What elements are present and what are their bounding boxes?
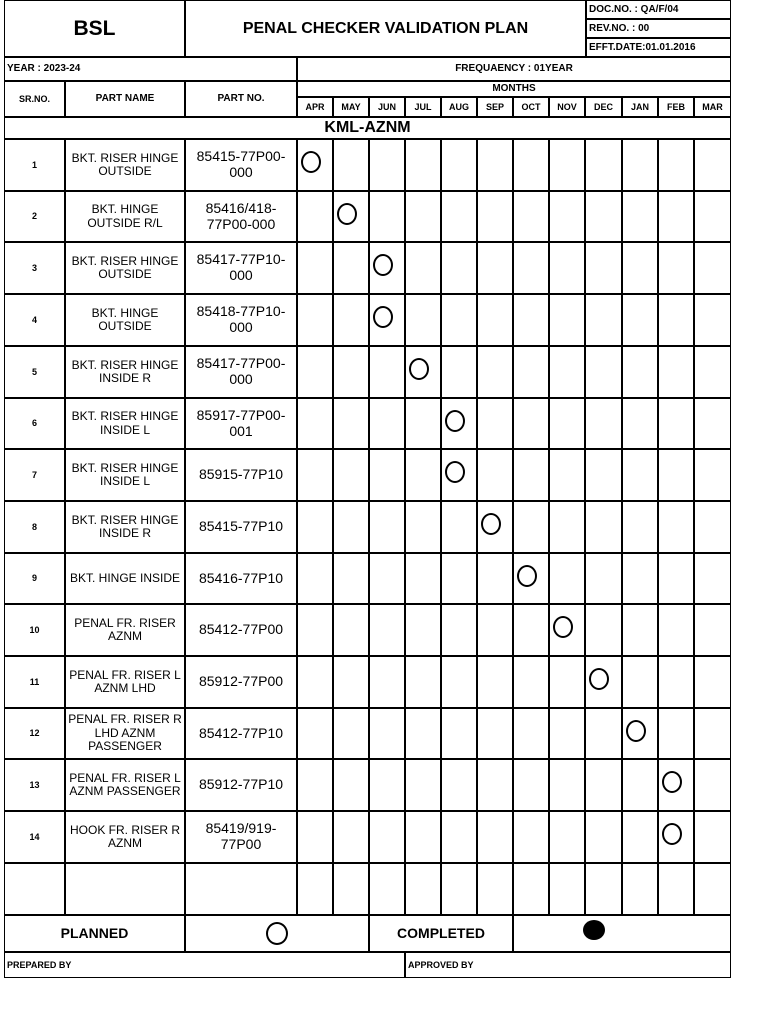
row-part-name: BKT. RISER HINGE OUTSIDE — [65, 242, 185, 294]
month-cell — [694, 294, 731, 346]
month-cell — [441, 708, 477, 759]
month-header-aug: AUG — [441, 97, 477, 117]
row-sr-no: 9 — [4, 553, 65, 604]
month-cell — [622, 191, 658, 242]
month-cell — [622, 398, 658, 449]
month-cell — [405, 863, 441, 915]
month-cell — [658, 863, 694, 915]
month-cell — [658, 139, 694, 191]
month-cell — [694, 449, 731, 501]
month-cell — [333, 346, 369, 398]
month-cell — [477, 656, 513, 708]
month-header-dec: DEC — [585, 97, 622, 117]
month-cell — [622, 811, 658, 863]
month-cell — [585, 708, 622, 759]
month-cell — [477, 294, 513, 346]
month-cell — [405, 604, 441, 656]
month-cell — [694, 242, 731, 294]
row-part-name: BKT. RISER HINGE INSIDE L — [65, 449, 185, 501]
month-cell — [333, 242, 369, 294]
month-cell — [369, 759, 405, 811]
month-cell — [297, 398, 333, 449]
month-cell — [549, 242, 585, 294]
month-cell — [333, 708, 369, 759]
month-cell — [585, 604, 622, 656]
month-cell — [585, 449, 622, 501]
month-cell — [441, 656, 477, 708]
month-cell — [513, 346, 549, 398]
month-cell — [441, 294, 477, 346]
planned-circle-icon — [517, 565, 537, 587]
row-sr-no: 13 — [4, 759, 65, 811]
month-cell — [369, 346, 405, 398]
month-cell — [441, 759, 477, 811]
month-cell — [585, 139, 622, 191]
month-cell — [658, 346, 694, 398]
row-part-name: BKT. RISER HINGE INSIDE R — [65, 346, 185, 398]
month-cell — [622, 656, 658, 708]
month-cell — [549, 501, 585, 553]
month-cell — [694, 708, 731, 759]
planned-circle-icon — [445, 410, 465, 432]
month-header-mar: MAR — [694, 97, 731, 117]
row-part-no: 85416/418-77P00-000 — [185, 191, 297, 242]
month-cell — [477, 191, 513, 242]
month-cell — [585, 346, 622, 398]
row-part-no: 85412-77P00 — [185, 604, 297, 656]
month-cell — [585, 294, 622, 346]
month-cell — [297, 553, 333, 604]
month-cell — [405, 139, 441, 191]
month-cell — [513, 759, 549, 811]
month-cell — [333, 863, 369, 915]
row-sr-no: 14 — [4, 811, 65, 863]
month-cell — [405, 811, 441, 863]
month-cell — [694, 501, 731, 553]
approved-by: APPROVED BY — [405, 952, 731, 978]
month-cell — [585, 398, 622, 449]
month-cell — [622, 604, 658, 656]
month-cell — [658, 708, 694, 759]
row-part-name: PENAL FR. RISER AZNM — [65, 604, 185, 656]
row-part-no: 85412-77P10 — [185, 708, 297, 759]
completed-label: COMPLETED — [369, 915, 513, 952]
month-cell — [441, 242, 477, 294]
effective-date: EFFT.DATE:01.01.2016 — [586, 38, 731, 57]
month-cell — [297, 191, 333, 242]
month-cell — [333, 553, 369, 604]
month-cell — [694, 191, 731, 242]
prepared-by: PREPARED BY — [4, 952, 405, 978]
row-part-name: BKT. RISER HINGE OUTSIDE — [65, 139, 185, 191]
month-cell — [333, 398, 369, 449]
empty-row-cell — [185, 863, 297, 915]
month-cell — [549, 656, 585, 708]
month-cell — [297, 604, 333, 656]
month-cell — [369, 553, 405, 604]
row-sr-no: 7 — [4, 449, 65, 501]
month-cell — [333, 139, 369, 191]
month-cell — [441, 811, 477, 863]
row-part-no: 85417-77P10-000 — [185, 242, 297, 294]
header-part-no: PART NO. — [185, 81, 297, 117]
month-cell — [333, 501, 369, 553]
month-cell — [405, 708, 441, 759]
row-sr-no: 6 — [4, 398, 65, 449]
row-part-no: 85915-77P10 — [185, 449, 297, 501]
month-cell — [694, 811, 731, 863]
planned-circle-icon — [373, 254, 393, 276]
month-cell — [369, 811, 405, 863]
row-part-no: 85418-77P10-000 — [185, 294, 297, 346]
planned-circle-icon — [373, 306, 393, 328]
month-cell — [694, 398, 731, 449]
month-cell — [405, 294, 441, 346]
month-cell — [297, 501, 333, 553]
month-cell — [513, 656, 549, 708]
row-part-name: BKT. RISER HINGE INSIDE R — [65, 501, 185, 553]
month-cell — [441, 863, 477, 915]
row-part-name: HOOK FR. RISER R AZNM — [65, 811, 185, 863]
month-cell — [513, 139, 549, 191]
month-cell — [405, 242, 441, 294]
month-cell — [549, 863, 585, 915]
month-cell — [441, 191, 477, 242]
month-cell — [297, 656, 333, 708]
month-cell — [297, 294, 333, 346]
month-cell — [369, 863, 405, 915]
month-cell — [297, 346, 333, 398]
month-cell — [477, 553, 513, 604]
row-part-name: BKT. HINGE OUTSIDE R/L — [65, 191, 185, 242]
month-cell — [658, 398, 694, 449]
month-cell — [297, 811, 333, 863]
month-cell — [694, 139, 731, 191]
month-cell — [513, 449, 549, 501]
month-cell — [658, 294, 694, 346]
month-cell — [369, 708, 405, 759]
month-cell — [369, 449, 405, 501]
month-header-jun: JUN — [369, 97, 405, 117]
month-cell — [369, 139, 405, 191]
month-cell — [405, 759, 441, 811]
month-cell — [405, 191, 441, 242]
row-sr-no: 8 — [4, 501, 65, 553]
month-cell — [405, 553, 441, 604]
row-sr-no: 3 — [4, 242, 65, 294]
month-cell — [622, 346, 658, 398]
month-cell — [694, 759, 731, 811]
month-cell — [513, 863, 549, 915]
month-cell — [441, 139, 477, 191]
header-part-name: PART NAME — [65, 81, 185, 117]
month-cell — [585, 553, 622, 604]
month-cell — [513, 811, 549, 863]
month-cell — [369, 191, 405, 242]
planned-circle-icon — [301, 151, 321, 173]
month-cell — [622, 863, 658, 915]
row-part-no: 85415-77P00-000 — [185, 139, 297, 191]
months-label: MONTHS — [297, 81, 731, 97]
month-cell — [513, 242, 549, 294]
month-cell — [477, 863, 513, 915]
month-cell — [658, 191, 694, 242]
row-part-no: 85419/919-77P00 — [185, 811, 297, 863]
planned-circle-icon — [445, 461, 465, 483]
month-cell — [549, 294, 585, 346]
row-part-no: 85917-77P00-001 — [185, 398, 297, 449]
month-cell — [513, 191, 549, 242]
row-part-name: PENAL FR. RISER L AZNM LHD — [65, 656, 185, 708]
month-cell — [694, 553, 731, 604]
month-cell — [513, 604, 549, 656]
month-cell — [658, 501, 694, 553]
month-cell — [658, 604, 694, 656]
row-sr-no: 10 — [4, 604, 65, 656]
document-title: PENAL CHECKER VALIDATION PLAN — [185, 0, 586, 57]
month-cell — [441, 346, 477, 398]
month-cell — [369, 398, 405, 449]
month-cell — [477, 449, 513, 501]
month-cell — [405, 501, 441, 553]
month-cell — [658, 449, 694, 501]
month-cell — [441, 553, 477, 604]
month-cell — [658, 242, 694, 294]
month-cell — [622, 553, 658, 604]
row-part-no: 85912-77P10 — [185, 759, 297, 811]
month-cell — [297, 708, 333, 759]
plan-year: YEAR : 2023-24 — [4, 57, 297, 81]
month-cell — [369, 501, 405, 553]
month-cell — [549, 708, 585, 759]
month-cell — [585, 501, 622, 553]
row-sr-no: 11 — [4, 656, 65, 708]
month-cell — [585, 242, 622, 294]
planned-circle-icon — [266, 922, 288, 945]
month-cell — [405, 449, 441, 501]
month-cell — [333, 759, 369, 811]
row-sr-no: 4 — [4, 294, 65, 346]
month-cell — [549, 449, 585, 501]
header-sr-no: SR.NO. — [4, 81, 65, 117]
row-sr-no: 2 — [4, 191, 65, 242]
month-cell — [585, 811, 622, 863]
month-cell — [549, 398, 585, 449]
month-cell — [513, 398, 549, 449]
row-part-name: BKT. RISER HINGE INSIDE L — [65, 398, 185, 449]
planned-circle-icon — [409, 358, 429, 380]
planned-circle-icon — [662, 771, 682, 793]
month-cell — [441, 501, 477, 553]
month-cell — [549, 553, 585, 604]
month-header-jul: JUL — [405, 97, 441, 117]
planned-circle-icon — [662, 823, 682, 845]
month-header-may: MAY — [333, 97, 369, 117]
month-cell — [333, 811, 369, 863]
row-part-name: PENAL FR. RISER L AZNM PASSENGER — [65, 759, 185, 811]
month-cell — [477, 242, 513, 294]
row-part-no: 85417-77P00-000 — [185, 346, 297, 398]
month-header-feb: FEB — [658, 97, 694, 117]
month-cell — [622, 294, 658, 346]
month-cell — [658, 553, 694, 604]
planned-circle-icon — [626, 720, 646, 742]
doc-number: DOC.NO. : QA/F/04 — [586, 0, 731, 19]
month-header-apr: APR — [297, 97, 333, 117]
planned-circle-icon — [589, 668, 609, 690]
month-cell — [369, 604, 405, 656]
row-part-name: BKT. HINGE INSIDE — [65, 553, 185, 604]
row-part-name: PENAL FR. RISER R LHD AZNM PASSENGER — [65, 708, 185, 759]
month-cell — [333, 656, 369, 708]
completed-dot-icon — [583, 920, 605, 940]
month-cell — [549, 139, 585, 191]
month-cell — [549, 811, 585, 863]
row-part-name: BKT. HINGE OUTSIDE — [65, 294, 185, 346]
month-cell — [441, 604, 477, 656]
month-cell — [369, 656, 405, 708]
planned-circle-icon — [553, 616, 573, 638]
month-cell — [477, 604, 513, 656]
empty-row-cell — [4, 863, 65, 915]
month-cell — [694, 863, 731, 915]
month-cell — [622, 759, 658, 811]
row-sr-no: 5 — [4, 346, 65, 398]
month-cell — [477, 346, 513, 398]
month-cell — [549, 346, 585, 398]
planned-circle-icon — [337, 203, 357, 225]
month-cell — [622, 242, 658, 294]
month-cell — [477, 398, 513, 449]
month-cell — [622, 139, 658, 191]
month-cell — [297, 863, 333, 915]
month-cell — [297, 242, 333, 294]
month-cell — [549, 191, 585, 242]
row-part-no: 85912-77P00 — [185, 656, 297, 708]
month-header-jan: JAN — [622, 97, 658, 117]
row-part-no: 85415-77P10 — [185, 501, 297, 553]
planned-label: PLANNED — [4, 915, 185, 952]
month-cell — [694, 346, 731, 398]
month-cell — [297, 759, 333, 811]
month-header-sep: SEP — [477, 97, 513, 117]
planned-circle-icon — [481, 513, 501, 535]
month-cell — [622, 449, 658, 501]
month-header-nov: NOV — [549, 97, 585, 117]
month-cell — [585, 191, 622, 242]
month-cell — [333, 294, 369, 346]
month-header-oct: OCT — [513, 97, 549, 117]
revision-number: REV.NO. : 00 — [586, 19, 731, 38]
month-cell — [513, 294, 549, 346]
month-cell — [477, 708, 513, 759]
company-name: BSL — [4, 0, 185, 57]
empty-row-cell — [65, 863, 185, 915]
month-cell — [333, 604, 369, 656]
month-cell — [477, 811, 513, 863]
month-cell — [622, 501, 658, 553]
completed-symbol-cell — [513, 915, 731, 952]
month-cell — [694, 604, 731, 656]
month-cell — [405, 398, 441, 449]
month-cell — [694, 656, 731, 708]
month-cell — [297, 449, 333, 501]
month-cell — [658, 656, 694, 708]
row-sr-no: 1 — [4, 139, 65, 191]
month-cell — [513, 501, 549, 553]
month-cell — [477, 139, 513, 191]
month-cell — [585, 863, 622, 915]
month-cell — [549, 759, 585, 811]
month-cell — [405, 656, 441, 708]
month-cell — [585, 759, 622, 811]
row-sr-no: 12 — [4, 708, 65, 759]
month-cell — [333, 449, 369, 501]
month-cell — [477, 759, 513, 811]
row-part-no: 85416-77P10 — [185, 553, 297, 604]
section-title: KML-AZNM — [4, 117, 731, 139]
month-cell — [513, 708, 549, 759]
frequency: FREQUAENCY : 01YEAR — [297, 57, 731, 81]
